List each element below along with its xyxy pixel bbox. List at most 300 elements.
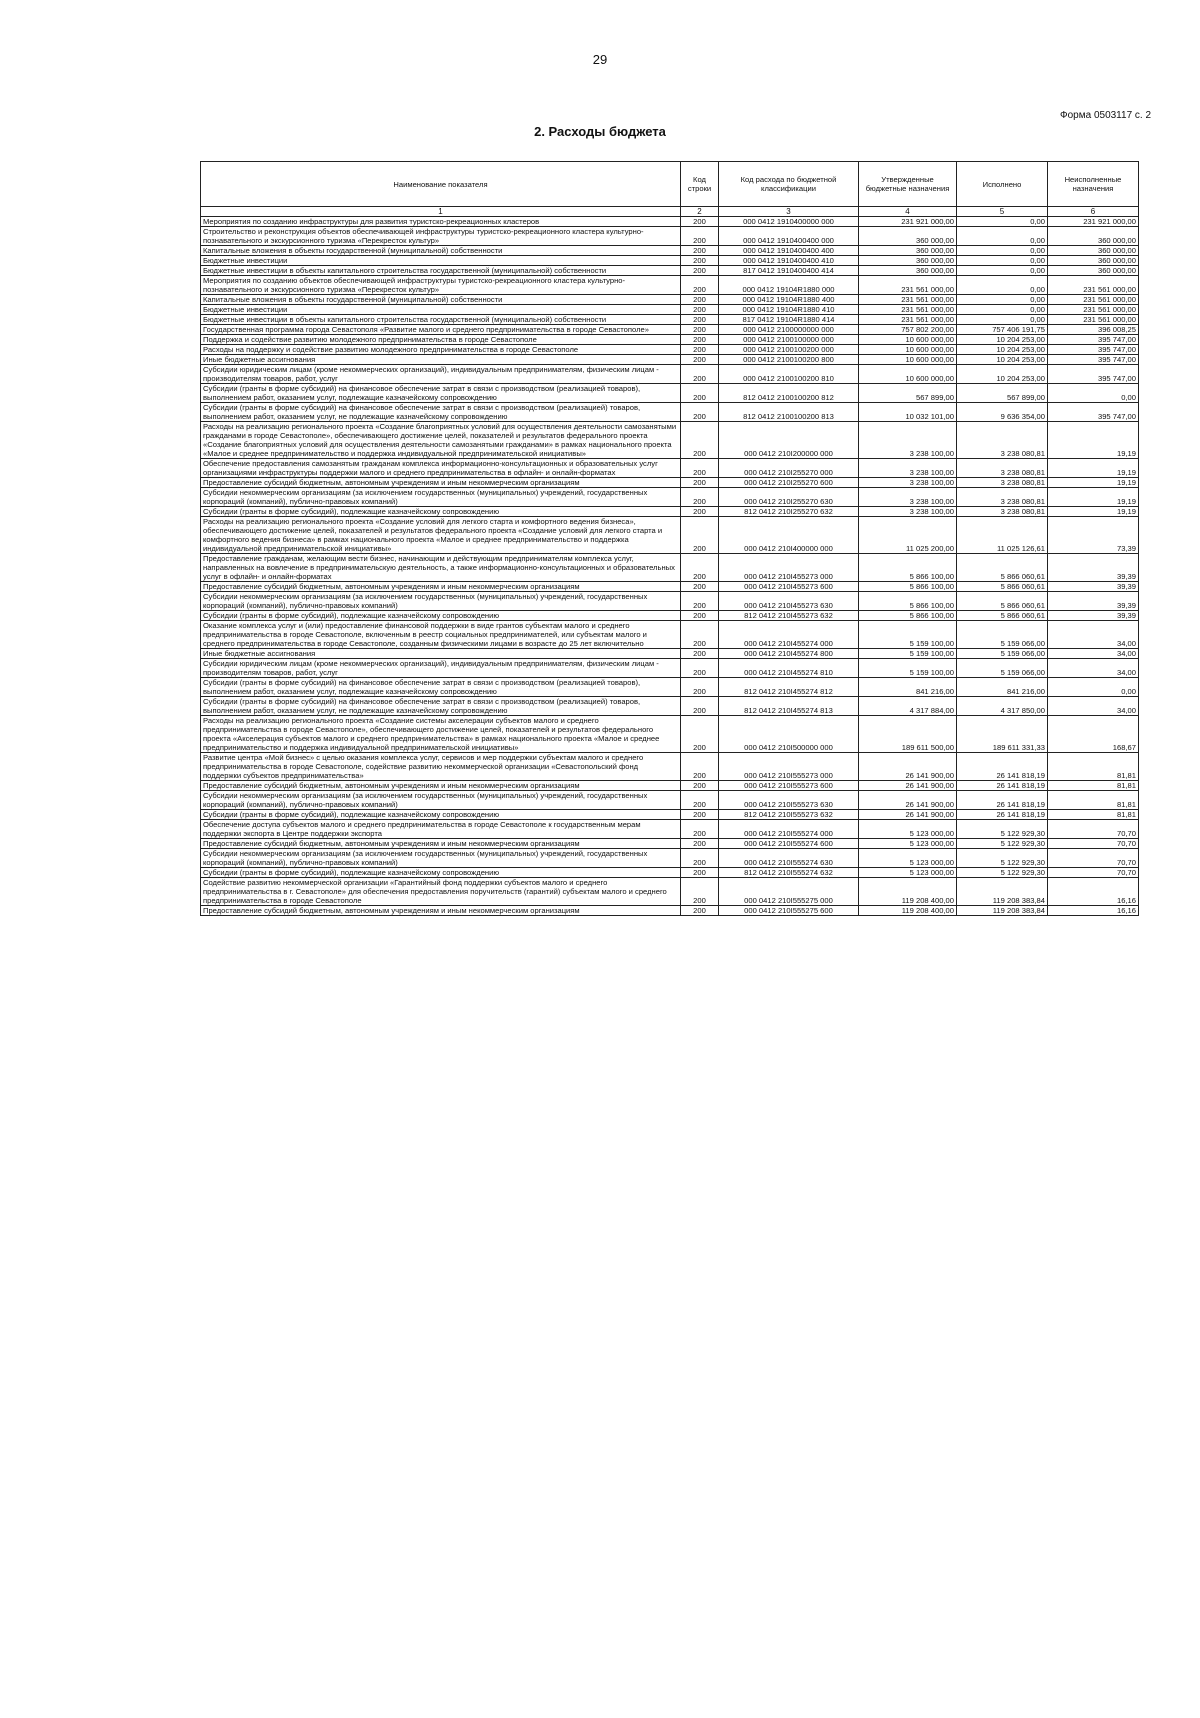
row-executed-amount: 5 122 929,30	[957, 868, 1048, 878]
row-remaining-amount: 231 561 000,00	[1048, 276, 1139, 295]
row-remaining-amount: 395 747,00	[1048, 355, 1139, 365]
row-line-code: 200	[681, 649, 719, 659]
row-executed-amount: 5 866 060,61	[957, 582, 1048, 592]
row-expense-code: 000 0412 210I555273 600	[719, 781, 859, 791]
column-number: 3	[719, 207, 859, 217]
row-expense-code: 000 0412 210I255270 630	[719, 488, 859, 507]
row-executed-amount: 757 406 191,75	[957, 325, 1048, 335]
row-remaining-amount: 231 561 000,00	[1048, 295, 1139, 305]
row-line-code: 200	[681, 403, 719, 422]
row-expense-code: 812 0412 210I555274 632	[719, 868, 859, 878]
row-executed-amount: 3 238 080,81	[957, 507, 1048, 517]
row-line-code: 200	[681, 878, 719, 906]
row-indicator-name: Субсидии (гранты в форме субсидий) на финансовое обеспечение затрат в связи с производством (реализацией товаров), выполнением работ, оказанием услуг, подлежащие казначейскому сопровождению	[201, 678, 681, 697]
table-row	[201, 295, 1139, 305]
row-line-code: 200	[681, 839, 719, 849]
row-executed-amount: 5 159 066,00	[957, 659, 1048, 678]
row-remaining-amount: 39,39	[1048, 592, 1139, 611]
table-row	[201, 459, 1139, 478]
row-executed-amount: 5 866 060,61	[957, 611, 1048, 621]
row-expense-code: 000 0412 210I200000 000	[719, 422, 859, 459]
row-expense-code: 000 0412 210I555274 000	[719, 820, 859, 839]
row-indicator-name: Мероприятия по созданию инфраструктуры для развития туристско-рекреационных кластеров	[201, 217, 681, 227]
row-executed-amount: 5 122 929,30	[957, 849, 1048, 868]
row-indicator-name: Капитальные вложения в объекты государственной (муниципальной) собственности	[201, 246, 681, 256]
row-executed-amount: 189 611 331,33	[957, 716, 1048, 753]
row-expense-code: 000 0412 19104R1880 410	[719, 305, 859, 315]
row-executed-amount: 3 238 080,81	[957, 459, 1048, 478]
row-line-code: 200	[681, 266, 719, 276]
table-row	[201, 839, 1139, 849]
row-expense-code: 000 0412 1910400000 000	[719, 217, 859, 227]
row-remaining-amount: 81,81	[1048, 753, 1139, 781]
row-expense-code: 000 0412 210I555275 600	[719, 906, 859, 916]
row-indicator-name: Субсидии (гранты в форме субсидий) на финансовое обеспечение затрат в связи с производством (реализацией товаров), выполнением работ, оказанием услуг, подлежащие казначейскому сопровождению	[201, 384, 681, 403]
row-approved-amount: 231 921 000,00	[859, 217, 957, 227]
row-executed-amount: 0,00	[957, 276, 1048, 295]
row-line-code: 200	[681, 384, 719, 403]
row-remaining-amount: 70,70	[1048, 868, 1139, 878]
row-approved-amount: 26 141 900,00	[859, 810, 957, 820]
table-row	[201, 849, 1139, 868]
table-row	[201, 256, 1139, 266]
row-approved-amount: 3 238 100,00	[859, 422, 957, 459]
row-indicator-name: Иные бюджетные ассигнования	[201, 649, 681, 659]
table-row	[201, 355, 1139, 365]
row-expense-code: 000 0412 210I455273 000	[719, 554, 859, 582]
row-approved-amount: 567 899,00	[859, 384, 957, 403]
row-expense-code: 000 0412 210I555274 600	[719, 839, 859, 849]
row-executed-amount: 5 866 060,61	[957, 592, 1048, 611]
row-executed-amount: 26 141 818,19	[957, 810, 1048, 820]
row-indicator-name: Предоставление субсидий бюджетным, автономным учреждениям и иным некоммерческим организациям	[201, 906, 681, 916]
table-row	[201, 384, 1139, 403]
table-row	[201, 266, 1139, 276]
row-remaining-amount: 231 921 000,00	[1048, 217, 1139, 227]
row-approved-amount: 3 238 100,00	[859, 478, 957, 488]
row-executed-amount: 0,00	[957, 266, 1048, 276]
row-approved-amount: 360 000,00	[859, 256, 957, 266]
table-row	[201, 781, 1139, 791]
row-approved-amount: 26 141 900,00	[859, 753, 957, 781]
row-approved-amount: 10 600 000,00	[859, 345, 957, 355]
table-row	[201, 403, 1139, 422]
row-approved-amount: 119 208 400,00	[859, 906, 957, 916]
row-executed-amount: 10 204 253,00	[957, 365, 1048, 384]
row-expense-code: 000 0412 2100100200 000	[719, 345, 859, 355]
table-row	[201, 345, 1139, 355]
row-executed-amount: 9 636 354,00	[957, 403, 1048, 422]
table-body	[201, 217, 1139, 916]
row-expense-code: 817 0412 19104R1880 414	[719, 315, 859, 325]
row-line-code: 200	[681, 517, 719, 554]
row-executed-amount: 26 141 818,19	[957, 781, 1048, 791]
row-indicator-name: Предоставление субсидий бюджетным, автономным учреждениям и иным некоммерческим организациям	[201, 582, 681, 592]
row-expense-code: 000 0412 210I455274 000	[719, 621, 859, 649]
row-approved-amount: 10 600 000,00	[859, 355, 957, 365]
row-approved-amount: 119 208 400,00	[859, 878, 957, 906]
row-expense-code: 000 0412 210I255270 600	[719, 478, 859, 488]
table-row	[201, 478, 1139, 488]
row-executed-amount: 0,00	[957, 305, 1048, 315]
header-executed: Исполнено	[957, 162, 1048, 207]
row-line-code: 200	[681, 906, 719, 916]
row-expense-code: 000 0412 210I455273 600	[719, 582, 859, 592]
row-indicator-name: Предоставление субсидий бюджетным, автономным учреждениям и иным некоммерческим организациям	[201, 478, 681, 488]
row-approved-amount: 5 866 100,00	[859, 554, 957, 582]
row-expense-code: 812 0412 210I455274 812	[719, 678, 859, 697]
row-approved-amount: 189 611 500,00	[859, 716, 957, 753]
row-expense-code: 000 0412 19104R1880 400	[719, 295, 859, 305]
table-row	[201, 697, 1139, 716]
row-line-code: 200	[681, 459, 719, 478]
row-indicator-name: Государственная программа города Севастополя «Развитие малого и среднего предпринимательства в городе Севастополе»	[201, 325, 681, 335]
row-executed-amount: 4 317 850,00	[957, 697, 1048, 716]
row-executed-amount: 5 122 929,30	[957, 820, 1048, 839]
header-line-code: Код строки	[681, 162, 719, 207]
row-line-code: 200	[681, 478, 719, 488]
section-title: 2. Расходы бюджета	[534, 124, 666, 139]
budget-table-wrapper	[200, 161, 1138, 916]
row-expense-code: 000 0412 2100100200 800	[719, 355, 859, 365]
row-remaining-amount: 39,39	[1048, 611, 1139, 621]
row-executed-amount: 3 238 080,81	[957, 478, 1048, 488]
row-approved-amount: 360 000,00	[859, 246, 957, 256]
row-line-code: 200	[681, 659, 719, 678]
row-indicator-name: Оказание комплекса услуг и (или) предоставление финансовой поддержки в виде грантов субъектам малого и среднего предпринимательства в городе Севастополе, включенным в реестр социальных предпринимателей, или субъектам малого и среднего предпринимательства в городе Севастополе, созданным физическими лицами в возрасте до 25 лет включительно	[201, 621, 681, 649]
row-expense-code: 000 0412 210I455274 800	[719, 649, 859, 659]
row-indicator-name: Бюджетные инвестиции	[201, 256, 681, 266]
row-indicator-name: Расходы на реализацию регионального проекта «Создание условий для легкого старта и комфортного ведения бизнеса», обеспечивающего достижение целей, показателей и результатов федерального проекта «Создание условий для легкого старта и комфортного ведения бизнеса» в рамках национального проекта «Малое и среднее предпринимательство и поддержка индивидуальной предпринимательской инициативы»	[201, 517, 681, 554]
row-remaining-amount: 360 000,00	[1048, 256, 1139, 266]
row-expense-code: 000 0412 2100000000 000	[719, 325, 859, 335]
row-expense-code: 000 0412 2100100000 000	[719, 335, 859, 345]
row-expense-code: 000 0412 210I555275 000	[719, 878, 859, 906]
table-row	[201, 621, 1139, 649]
row-remaining-amount: 231 561 000,00	[1048, 305, 1139, 315]
row-remaining-amount: 16,16	[1048, 906, 1139, 916]
row-line-code: 200	[681, 295, 719, 305]
row-expense-code: 000 0412 2100100200 810	[719, 365, 859, 384]
table-row	[201, 517, 1139, 554]
row-remaining-amount: 168,67	[1048, 716, 1139, 753]
row-indicator-name: Субсидии (гранты в форме субсидий), подлежащие казначейскому сопровождению	[201, 810, 681, 820]
row-expense-code: 000 0412 19104R1880 000	[719, 276, 859, 295]
row-indicator-name: Субсидии (гранты в форме субсидий) на финансовое обеспечение затрат в связи с производством (реализацией) товаров, выполнением работ, оказанием услуг, не подлежащие казначейскому сопровождению	[201, 403, 681, 422]
row-remaining-amount: 34,00	[1048, 649, 1139, 659]
row-remaining-amount: 19,19	[1048, 507, 1139, 517]
row-approved-amount: 231 561 000,00	[859, 295, 957, 305]
row-line-code: 200	[681, 781, 719, 791]
row-executed-amount: 0,00	[957, 217, 1048, 227]
row-indicator-name: Иные бюджетные ассигнования	[201, 355, 681, 365]
column-number: 4	[859, 207, 957, 217]
row-line-code: 200	[681, 868, 719, 878]
row-executed-amount: 119 208 383,84	[957, 906, 1048, 916]
table-row	[201, 276, 1139, 295]
row-remaining-amount: 81,81	[1048, 781, 1139, 791]
table-row	[201, 422, 1139, 459]
row-indicator-name: Содействие развитию некоммерческой организации «Гарантийный фонд поддержки субъектов малого и среднего предпринимательства в г. Севастополе» для обеспечения предоставления поручительств (гарантий) субъектам малого и среднего предпринимательства в городе Севастополе	[201, 878, 681, 906]
table-row	[201, 906, 1139, 916]
row-line-code: 200	[681, 849, 719, 868]
row-indicator-name: Субсидии (гранты в форме субсидий), подлежащие казначейскому сопровождению	[201, 868, 681, 878]
row-remaining-amount: 19,19	[1048, 478, 1139, 488]
row-line-code: 200	[681, 820, 719, 839]
row-approved-amount: 360 000,00	[859, 266, 957, 276]
row-line-code: 200	[681, 355, 719, 365]
row-indicator-name: Расходы на реализацию регионального проекта «Создание системы акселерации субъектов малого и среднего предпринимательства в городе Севастополе», обеспечивающего достижение целей, показателей и результатов федерального проекта «Акселерация субъектов малого и среднего предпринимательства» в рамках национального проекта «Малое и среднее предпринимательство и поддержка индивидуальной предпринимательской инициативы»	[201, 716, 681, 753]
row-remaining-amount: 360 000,00	[1048, 246, 1139, 256]
row-executed-amount: 5 159 066,00	[957, 649, 1048, 659]
row-line-code: 200	[681, 315, 719, 325]
row-indicator-name: Бюджетные инвестиции	[201, 305, 681, 315]
row-line-code: 200	[681, 217, 719, 227]
column-number: 6	[1048, 207, 1139, 217]
row-expense-code: 000 0412 210I555274 630	[719, 849, 859, 868]
table-row	[201, 753, 1139, 781]
row-line-code: 200	[681, 488, 719, 507]
table-row	[201, 305, 1139, 315]
form-code: Форма 0503117 с. 2	[1060, 110, 1152, 121]
row-line-code: 200	[681, 507, 719, 517]
row-line-code: 200	[681, 227, 719, 246]
row-line-code: 200	[681, 345, 719, 355]
row-remaining-amount: 0,00	[1048, 678, 1139, 697]
row-expense-code: 000 0412 210I400000 000	[719, 517, 859, 554]
row-executed-amount: 5 122 929,30	[957, 839, 1048, 849]
row-expense-code: 000 0412 1910400400 400	[719, 246, 859, 256]
row-approved-amount: 26 141 900,00	[859, 791, 957, 810]
row-indicator-name: Бюджетные инвестиции в объекты капитального строительства государственной (муниципальной) собственности	[201, 266, 681, 276]
row-line-code: 200	[681, 325, 719, 335]
row-remaining-amount: 34,00	[1048, 697, 1139, 716]
row-line-code: 200	[681, 422, 719, 459]
row-approved-amount: 231 561 000,00	[859, 276, 957, 295]
row-approved-amount: 757 802 200,00	[859, 325, 957, 335]
row-line-code: 200	[681, 335, 719, 345]
row-remaining-amount: 39,39	[1048, 554, 1139, 582]
row-line-code: 200	[681, 678, 719, 697]
table-row	[201, 592, 1139, 611]
row-remaining-amount: 34,00	[1048, 659, 1139, 678]
row-executed-amount: 5 159 066,00	[957, 621, 1048, 649]
row-remaining-amount: 360 000,00	[1048, 266, 1139, 276]
page-number: 29	[592, 52, 608, 67]
row-expense-code: 000 0412 1910400400 410	[719, 256, 859, 266]
row-remaining-amount: 70,70	[1048, 839, 1139, 849]
row-approved-amount: 10 600 000,00	[859, 335, 957, 345]
row-remaining-amount: 34,00	[1048, 621, 1139, 649]
row-executed-amount: 567 899,00	[957, 384, 1048, 403]
table-row	[201, 335, 1139, 345]
table-row	[201, 878, 1139, 906]
row-approved-amount: 5 159 100,00	[859, 621, 957, 649]
row-indicator-name: Субсидии некоммерческим организациям (за исключением государственных (муниципальных) учреждений, государственных корпораций (компаний), публично-правовых компаний)	[201, 488, 681, 507]
row-executed-amount: 0,00	[957, 256, 1048, 266]
table-row	[201, 678, 1139, 697]
row-indicator-name: Субсидии некоммерческим организациям (за исключением государственных (муниципальных) учреждений, государственных корпораций (компаний), публично-правовых компаний)	[201, 849, 681, 868]
row-indicator-name: Развитие центра «Мой бизнес» с целью оказания комплекса услуг, сервисов и мер поддержки субъектам малого и среднего предпринимательства в городе Севастополе, содействие развитию некоммерческой организации «Севастопольский фонд поддержки субъектов предпринимательства»	[201, 753, 681, 781]
table-row	[201, 488, 1139, 507]
row-line-code: 200	[681, 276, 719, 295]
table-row	[201, 868, 1139, 878]
row-executed-amount: 10 204 253,00	[957, 335, 1048, 345]
row-indicator-name: Субсидии некоммерческим организациям (за исключением государственных (муниципальных) учреждений, государственных корпораций (компаний), публично-правовых компаний)	[201, 592, 681, 611]
row-indicator-name: Субсидии (гранты в форме субсидий), подлежащие казначейскому сопровождению	[201, 507, 681, 517]
row-indicator-name: Строительство и реконструкция объектов обеспечивающей инфраструктуры туристско-рекреационного кластера культурно-познавательного и экскурсионного туризма «Перекресток культур»	[201, 227, 681, 246]
row-approved-amount: 5 123 000,00	[859, 849, 957, 868]
row-line-code: 200	[681, 256, 719, 266]
row-expense-code: 000 0412 210I255270 000	[719, 459, 859, 478]
table-row	[201, 227, 1139, 246]
row-indicator-name: Обеспечение предоставления самозанятым гражданам комплекса информационно-консультационных и образовательных услуг организациями инфраструктуры поддержки малого и среднего предпринимательства в офлайн- и онлайн-форматах	[201, 459, 681, 478]
row-executed-amount: 10 204 253,00	[957, 345, 1048, 355]
table-row	[201, 716, 1139, 753]
row-expense-code: 000 0412 210I455273 630	[719, 592, 859, 611]
row-line-code: 200	[681, 592, 719, 611]
row-approved-amount: 3 238 100,00	[859, 459, 957, 478]
row-approved-amount: 841 216,00	[859, 678, 957, 697]
column-number: 5	[957, 207, 1048, 217]
row-indicator-name: Расходы на поддержку и содействие развитию молодежного предпринимательства в городе Севастополе	[201, 345, 681, 355]
table-header-row	[201, 162, 1139, 207]
row-expense-code: 000 0412 1910400400 000	[719, 227, 859, 246]
row-remaining-amount: 0,00	[1048, 384, 1139, 403]
row-approved-amount: 5 159 100,00	[859, 649, 957, 659]
row-expense-code: 812 0412 210I455274 813	[719, 697, 859, 716]
row-indicator-name: Предоставление субсидий бюджетным, автономным учреждениям и иным некоммерческим организациям	[201, 781, 681, 791]
row-expense-code: 000 0412 210I555273 000	[719, 753, 859, 781]
row-approved-amount: 5 123 000,00	[859, 868, 957, 878]
row-executed-amount: 0,00	[957, 227, 1048, 246]
row-executed-amount: 10 204 253,00	[957, 355, 1048, 365]
row-indicator-name: Предоставление субсидий бюджетным, автономным учреждениям и иным некоммерческим организациям	[201, 839, 681, 849]
table-row	[201, 810, 1139, 820]
row-indicator-name: Предоставление гражданам, желающим вести бизнес, начинающим и действующим предпринимателям комплекса услуг, направленных на вовлечение в предпринимательскую деятельность, а также информационно-консультационных и образовательных услуг в офлайн- и онлайн-форматах	[201, 554, 681, 582]
row-executed-amount: 11 025 126,61	[957, 517, 1048, 554]
row-approved-amount: 5 123 000,00	[859, 820, 957, 839]
row-remaining-amount: 19,19	[1048, 422, 1139, 459]
row-indicator-name: Бюджетные инвестиции в объекты капитального строительства государственной (муниципальной) собственности	[201, 315, 681, 325]
row-remaining-amount: 360 000,00	[1048, 227, 1139, 246]
row-remaining-amount: 81,81	[1048, 791, 1139, 810]
table-row	[201, 791, 1139, 810]
row-line-code: 200	[681, 697, 719, 716]
row-executed-amount: 3 238 080,81	[957, 422, 1048, 459]
row-line-code: 200	[681, 791, 719, 810]
row-approved-amount: 5 123 000,00	[859, 839, 957, 849]
row-executed-amount: 5 866 060,61	[957, 554, 1048, 582]
row-expense-code: 812 0412 2100100200 812	[719, 384, 859, 403]
row-approved-amount: 26 141 900,00	[859, 781, 957, 791]
row-approved-amount: 10 600 000,00	[859, 365, 957, 384]
row-line-code: 200	[681, 582, 719, 592]
row-indicator-name: Субсидии (гранты в форме субсидий) на финансовое обеспечение затрат в связи с производством (реализацией) товаров, выполнением работ, оказанием услуг, не подлежащие казначейскому сопровождению	[201, 697, 681, 716]
row-executed-amount: 26 141 818,19	[957, 791, 1048, 810]
row-remaining-amount: 395 747,00	[1048, 345, 1139, 355]
row-executed-amount: 119 208 383,84	[957, 878, 1048, 906]
row-executed-amount: 0,00	[957, 246, 1048, 256]
table-row	[201, 554, 1139, 582]
table-row	[201, 820, 1139, 839]
row-expense-code: 000 0412 210I555273 630	[719, 791, 859, 810]
row-approved-amount: 231 561 000,00	[859, 315, 957, 325]
row-line-code: 200	[681, 810, 719, 820]
row-line-code: 200	[681, 621, 719, 649]
row-approved-amount: 10 032 101,00	[859, 403, 957, 422]
row-indicator-name: Капитальные вложения в объекты государственной (муниципальной) собственности	[201, 295, 681, 305]
row-line-code: 200	[681, 753, 719, 781]
row-line-code: 200	[681, 246, 719, 256]
row-approved-amount: 5 159 100,00	[859, 659, 957, 678]
column-number: 2	[681, 207, 719, 217]
column-number: 1	[201, 207, 681, 217]
row-indicator-name: Расходы на реализацию регионального проекта «Создание благоприятных условий для осуществления деятельности самозанятыми гражданами в городе Севастополе», обеспечивающего достижение целей, показателей и результатов федерального проекта «Создание благоприятных условий для осуществления деятельности самозанятыми гражданами» в рамках национального проекта «Малое и среднее предпринимательство и поддержка индивидуальной предпринимательской инициативы»	[201, 422, 681, 459]
header-approved: Утвержденные бюджетные назначения	[859, 162, 957, 207]
row-indicator-name: Обеспечение доступа субъектов малого и среднего предпринимательства в городе Севастополе к государственным мерам поддержки экспорта в Центре поддержки экспорта	[201, 820, 681, 839]
table-row	[201, 507, 1139, 517]
table-row	[201, 217, 1139, 227]
row-expense-code: 812 0412 2100100200 813	[719, 403, 859, 422]
table-row	[201, 659, 1139, 678]
row-expense-code: 000 0412 210I500000 000	[719, 716, 859, 753]
table-row	[201, 246, 1139, 256]
row-approved-amount: 5 866 100,00	[859, 582, 957, 592]
header-indicator-name: Наименование показателя	[201, 162, 681, 207]
header-expense-code: Код расхода по бюджетной классификации	[719, 162, 859, 207]
row-approved-amount: 3 238 100,00	[859, 507, 957, 517]
row-approved-amount: 231 561 000,00	[859, 305, 957, 315]
row-line-code: 200	[681, 365, 719, 384]
row-approved-amount: 3 238 100,00	[859, 488, 957, 507]
table-row	[201, 365, 1139, 384]
row-expense-code: 817 0412 1910400400 414	[719, 266, 859, 276]
row-remaining-amount: 395 747,00	[1048, 335, 1139, 345]
row-indicator-name: Субсидии юридическим лицам (кроме некоммерческих организаций), индивидуальным предпринимателям, физическим лицам - производителям товаров, работ, услуг	[201, 365, 681, 384]
row-executed-amount: 841 216,00	[957, 678, 1048, 697]
row-remaining-amount: 70,70	[1048, 820, 1139, 839]
row-executed-amount: 26 141 818,19	[957, 753, 1048, 781]
row-remaining-amount: 396 008,25	[1048, 325, 1139, 335]
row-expense-code: 812 0412 210I255270 632	[719, 507, 859, 517]
row-remaining-amount: 73,39	[1048, 517, 1139, 554]
row-line-code: 200	[681, 305, 719, 315]
row-remaining-amount: 231 561 000,00	[1048, 315, 1139, 325]
row-expense-code: 812 0412 210I455273 632	[719, 611, 859, 621]
row-remaining-amount: 16,16	[1048, 878, 1139, 906]
row-line-code: 200	[681, 554, 719, 582]
row-remaining-amount: 19,19	[1048, 488, 1139, 507]
row-approved-amount: 4 317 884,00	[859, 697, 957, 716]
row-indicator-name: Субсидии некоммерческим организациям (за исключением государственных (муниципальных) учреждений, государственных корпораций (компаний), публично-правовых компаний)	[201, 791, 681, 810]
row-remaining-amount: 81,81	[1048, 810, 1139, 820]
table-row	[201, 582, 1139, 592]
row-indicator-name: Мероприятия по созданию объектов обеспечивающей инфраструктуры туристско-рекреационного кластера культурно-познавательного и экскурсионного туризма «Перекресток культур»	[201, 276, 681, 295]
row-line-code: 200	[681, 716, 719, 753]
row-indicator-name: Субсидии юридическим лицам (кроме некоммерческих организаций), индивидуальным предпринимателям, физическим лицам - производителям товаров, работ, услуг	[201, 659, 681, 678]
row-remaining-amount: 395 747,00	[1048, 403, 1139, 422]
row-approved-amount: 5 866 100,00	[859, 611, 957, 621]
row-executed-amount: 0,00	[957, 315, 1048, 325]
row-executed-amount: 0,00	[957, 295, 1048, 305]
row-line-code: 200	[681, 611, 719, 621]
row-expense-code: 812 0412 210I555273 632	[719, 810, 859, 820]
row-approved-amount: 11 025 200,00	[859, 517, 957, 554]
row-remaining-amount: 70,70	[1048, 849, 1139, 868]
row-indicator-name: Поддержка и содействие развитию молодежного предпринимательства в городе Севастополе	[201, 335, 681, 345]
header-remaining: Неисполненные назначения	[1048, 162, 1139, 207]
